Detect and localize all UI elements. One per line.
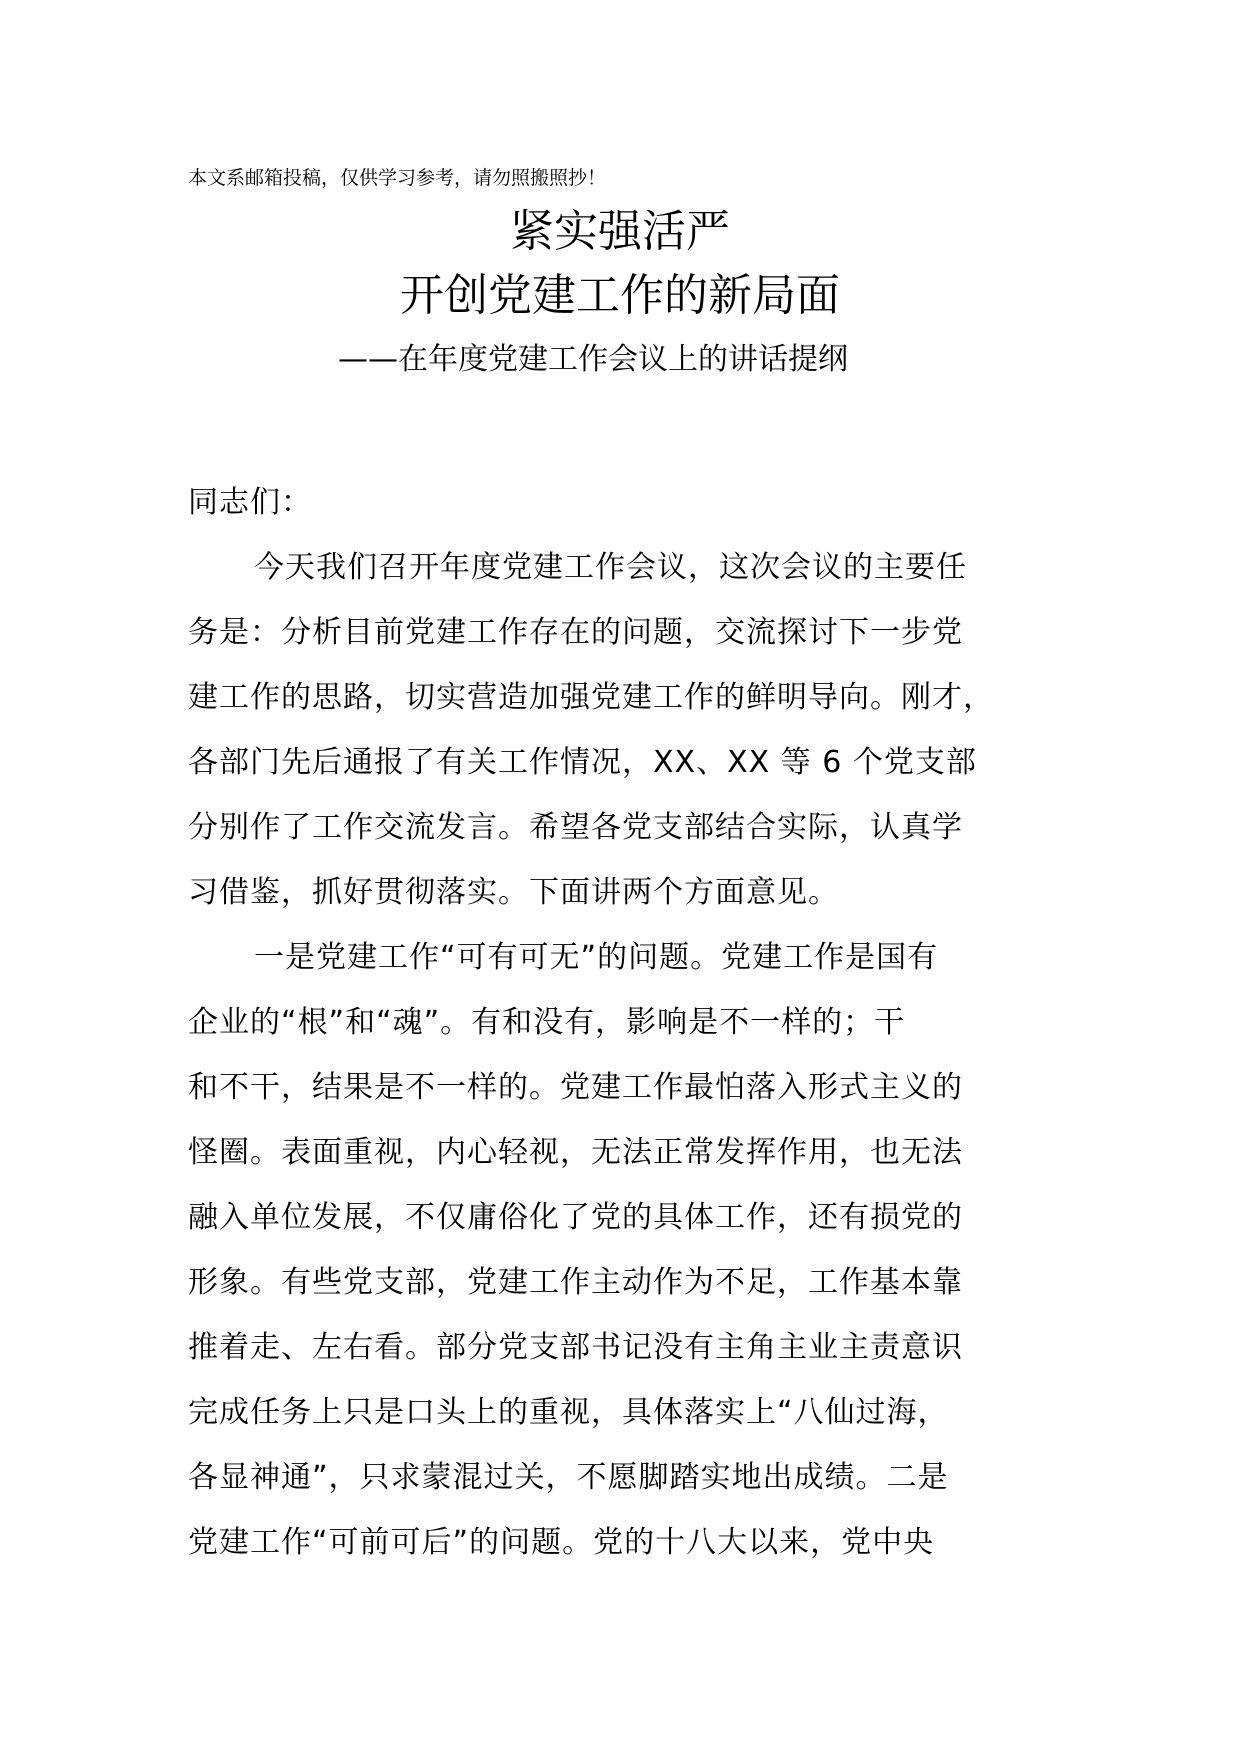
paragraph-1-line: 各部门先后通报了有关工作情况，XX、XX 等 6 个党支部	[188, 745, 977, 780]
paragraph-2-line: 党建工作“可前可后”的问题。党的十八大以来，党中央	[188, 1525, 935, 1560]
paragraph-2-line: 一是党建工作“可有可无”的问题。党建工作是国有	[254, 940, 939, 975]
paragraph-2-line: 和不干，结果是不一样的。党建工作最怕落入形式主义的	[188, 1070, 963, 1105]
paragraph-2-line: 完成任务上只是口头上的重视，具体落实上“八仙过海，	[188, 1395, 949, 1430]
paragraph-1-line: 务是：分析目前党建工作存在的问题，交流探讨下一步党	[188, 615, 963, 650]
paragraph-2-line: 融入单位发展，不仅庸俗化了党的具体工作，还有损党的	[188, 1200, 963, 1235]
title-line-1: 紧实强活严	[510, 206, 730, 257]
paragraph-2-line: 形象。有些党支部，党建工作主动作为不足，工作基本靠	[188, 1265, 963, 1300]
disclaimer-note: 本文系邮箱投稿，仅供学习参考，请勿照搬照抄！	[188, 167, 607, 189]
paragraph-1-line: 分别作了工作交流发言。希望各党支部结合实际，认真学	[188, 810, 963, 845]
paragraph-2-line: 怪圈。表面重视，内心轻视，无法正常发挥作用，也无法	[188, 1135, 963, 1170]
paragraph-2-line: 企业的“根”和“魂”。有和没有，影响是不一样的；干	[188, 1005, 906, 1040]
speech-body	[188, 470, 1068, 1575]
title-line-2: 开创党建工作的新局面	[400, 270, 840, 321]
paragraph-1-line: 习借鉴，抓好贯彻落实。下面讲两个方面意见。	[188, 875, 839, 910]
paragraph-2-line: 推着走、左右看。部分党支部书记没有主角主业主责意识	[188, 1330, 963, 1365]
paragraph-1-line: 建工作的思路，切实营造加强党建工作的鲜明导向。刚才，	[188, 680, 994, 715]
salutation: 同志们：	[188, 485, 312, 520]
paragraph-2-line: 各显神通”，只求蒙混过关，不愿脚踏实地出成绩。二是	[188, 1460, 949, 1495]
paragraph-1-line: 今天我们召开年度党建工作会议，这次会议的主要任	[254, 550, 967, 585]
subtitle: ——在年度党建工作会议上的讲话提纲	[338, 342, 848, 377]
